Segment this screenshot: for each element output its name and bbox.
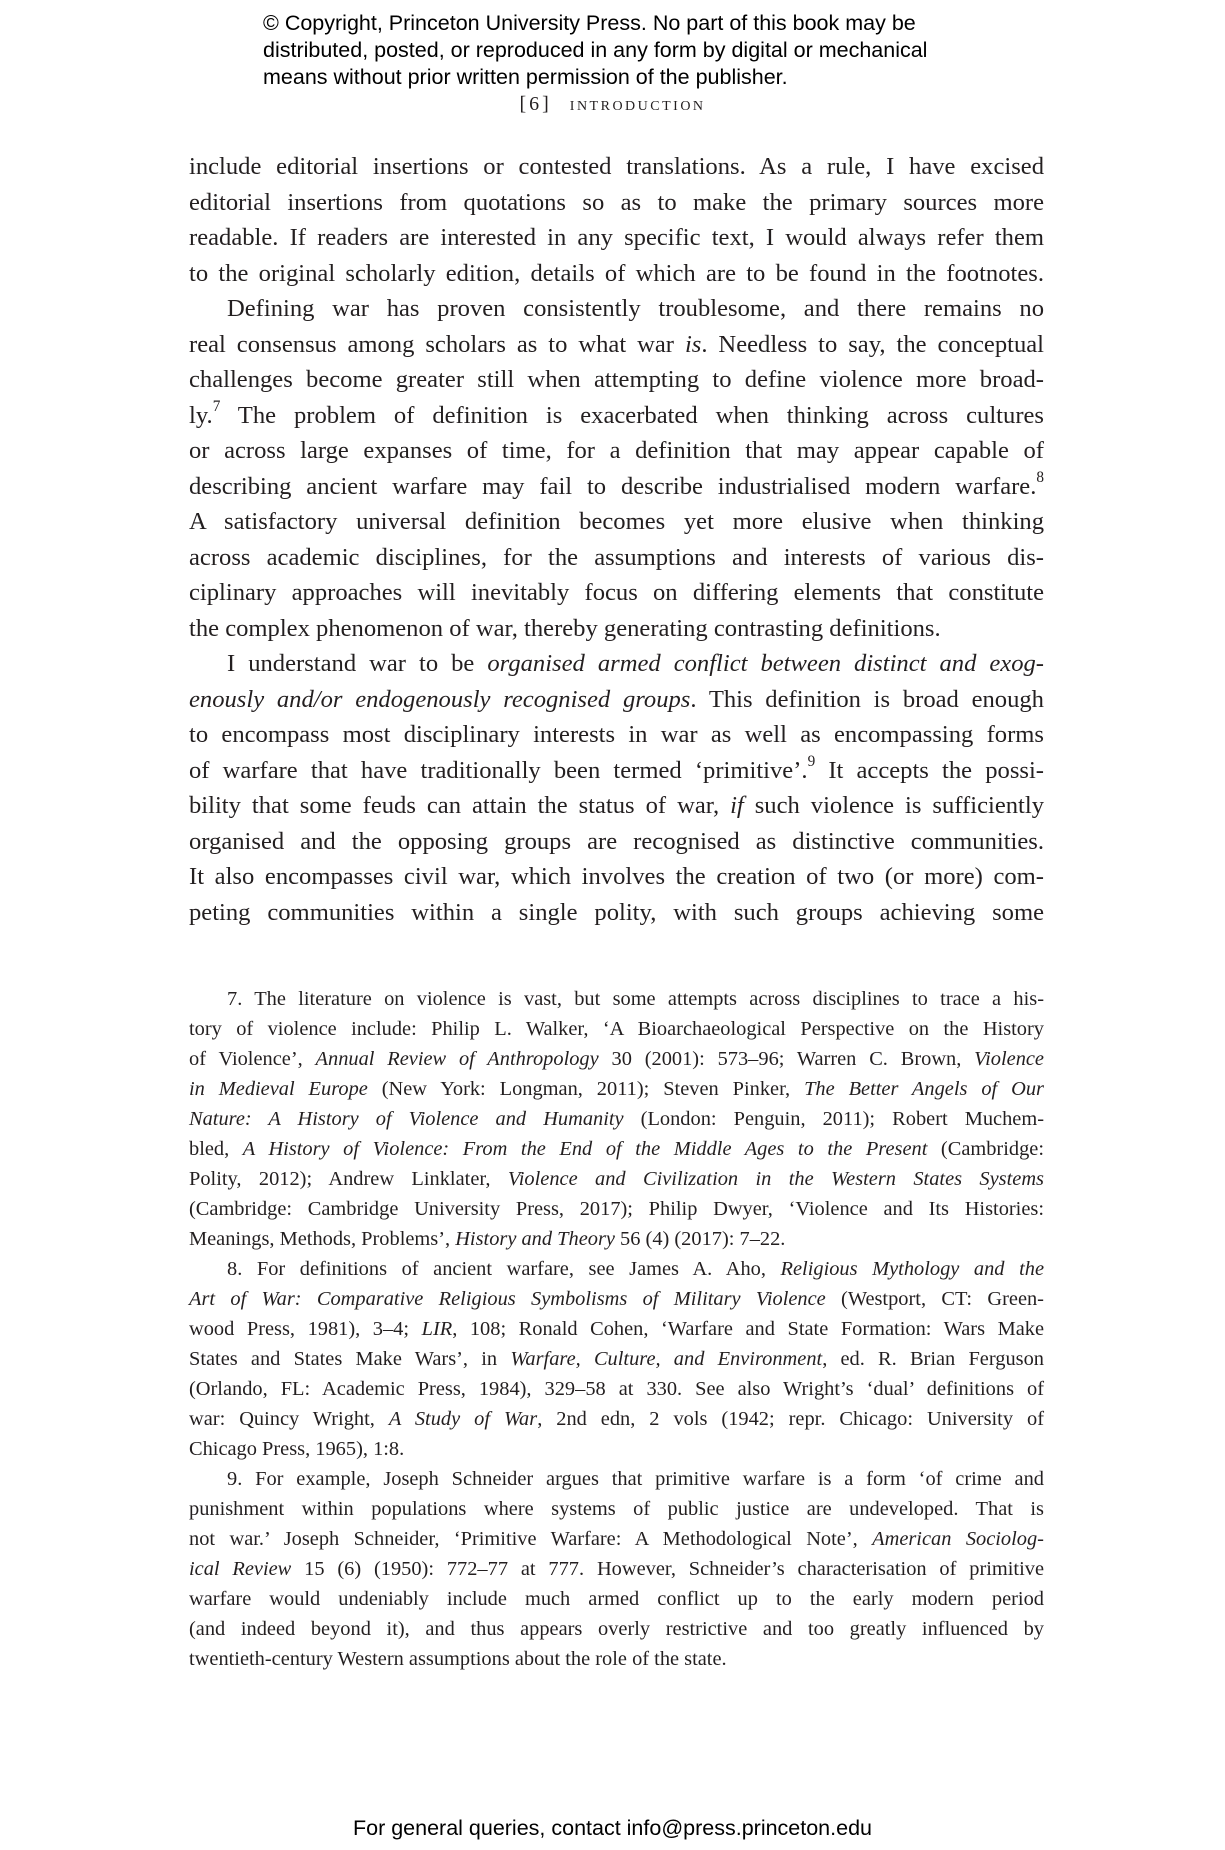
text-line: or across large expanses of time, for a definition that may appear capable of xyxy=(189,437,1044,464)
page-number: [6] xyxy=(519,93,552,115)
note-line: (Cambridge: Cambridge University Press, 2017); Philip Dwyer, ‘Violence and Its Histories: xyxy=(189,1198,1044,1220)
paragraph-1 xyxy=(189,149,1044,291)
footnote-7 xyxy=(189,984,1044,1254)
paragraph-2 xyxy=(189,291,1044,646)
text-line: editorial insertions from quotations so as to make the primary sources more xyxy=(189,188,1044,216)
footnote-9 xyxy=(189,1464,1044,1674)
text-line: peting communities within a single polity, with such groups achieving some xyxy=(189,898,1044,926)
note-line: Chicago Press, 1965), 1:8. xyxy=(189,1438,405,1460)
copyright-line: distributed, posted, or reproduced in any form by digital or mechanical xyxy=(263,38,928,62)
text-line: readable. If readers are interested in any specific text, I would always refer them xyxy=(189,224,1044,251)
text-line: I understand war to be organised armed conflict between distinct and exog- xyxy=(227,650,1044,677)
note-line: tory of violence include: Philip L. Walker, ‘A Bioarchaeological Perspective on the History xyxy=(189,1018,1044,1040)
footnote-8 xyxy=(189,1254,1044,1464)
note-line: twentieth-century Western assumptions about the role of the state. xyxy=(189,1648,727,1670)
note-line: of Violence’, Annual Review of Anthropology 30 (2001): 573–96; Warren C. Brown, Violence xyxy=(189,1048,1044,1070)
copyright-line: means without prior written permission of the publisher. xyxy=(263,65,788,89)
paragraph-3 xyxy=(189,646,1044,930)
text-line: include editorial insertions or contested translations. As a rule, I have excised xyxy=(189,153,1044,180)
note-line: Polity, 2012); Andrew Linklater, Violence and Civilization in the Western States Systems xyxy=(189,1168,1044,1190)
text-line: A satisfactory universal definition becomes yet more elusive when thinking xyxy=(189,508,1044,535)
note-line: in Medieval Europe (New York: Longman, 2011); Steven Pinker, The Better Angels of Our xyxy=(189,1078,1044,1100)
note-line: punishment within populations where systems of public justice are undeveloped. That is xyxy=(189,1498,1044,1520)
note-line: (Orlando, FL: Academic Press, 1984), 329–58 at 330. See also Wright’s ‘dual’ definitions of xyxy=(189,1378,1044,1400)
note-line: States and States Make Wars’, in Warfare, Culture, and Environment, ed. R. Brian Ferguson xyxy=(189,1348,1044,1370)
text-line: bility that some feuds can attain the status of war, if such violence is sufficiently xyxy=(189,792,1044,819)
note-line: Art of War: Comparative Religious Symbolisms of Military Violence (Westport, CT: Green- xyxy=(189,1288,1044,1310)
text-line: describing ancient warfare may fail to describe industrialised modern warfare.$^8$ xyxy=(189,469,1044,500)
footnotes xyxy=(189,984,1044,1674)
note-line: 7. The literature on violence is vast, but some attempts across disciplines to trace a his- xyxy=(227,988,1044,1010)
text-line: Defining war has proven consistently troublesome, and there remains no xyxy=(227,295,1044,322)
note-line: wood Press, 1981), 3–4; LIR, 108; Ronald Cohen, ‘Warfare and State Formation: Wars Make xyxy=(189,1318,1044,1340)
text-line: to encompass most disciplinary interests in war as well as encompassing forms xyxy=(189,721,1044,748)
note-line: (and indeed beyond it), and thus appears overly restrictive and too greatly influenced by xyxy=(189,1618,1044,1640)
footnote-ref[interactable]: 9 xyxy=(807,753,816,771)
note-line: war: Quincy Wright, A Study of War, 2nd edn, 2 vols (1942; repr. Chicago: University of xyxy=(189,1408,1044,1430)
text-line: the complex phenomenon of war, thereby generating contrasting definitions. xyxy=(189,614,941,642)
text-line: enously and/or endogenously recognised groups. This definition is broad enough xyxy=(189,685,1044,713)
note-line: Meanings, Methods, Problems’, History and Theory 56 (4) (2017): 7–22. xyxy=(189,1228,786,1250)
text-line: challenges become greater still when attempting to define violence more broad- xyxy=(189,366,1044,393)
main-text xyxy=(189,149,1044,930)
text-line: across academic disciplines, for the assumptions and interests of various dis- xyxy=(189,543,1044,571)
text-line: of warfare that have traditionally been termed ‘primitive’.$^9$ It accepts the possi- xyxy=(189,753,1044,784)
text-line: ly.$^7$ The problem of definition is exacerbated when thinking across cultures xyxy=(189,398,1044,429)
footnote-ref[interactable]: 7 xyxy=(212,398,221,416)
note-line: Nature: A History of Violence and Humanity (London: Penguin, 2011); Robert Muchem- xyxy=(189,1108,1044,1130)
note-line: not war.’ Joseph Schneider, ‘Primitive Warfare: A Methodological Note’, American Sociolog- xyxy=(189,1528,1044,1550)
text-line: ciplinary approaches will inevitably focus on differing elements that constitute xyxy=(189,579,1044,606)
text-line: It also encompasses civil war, which involves the creation of two (or more) com- xyxy=(189,863,1044,890)
footnote-ref[interactable]: 8 xyxy=(1036,469,1044,487)
copyright-notice xyxy=(263,10,1023,91)
text-line: organised and the opposing groups are recognised as distinctive communities. xyxy=(189,827,1044,855)
note-line: ical Review 15 (6) (1950): 772–77 at 777. However, Schneider’s characterisation of primitive xyxy=(189,1558,1045,1580)
contact-footer: For general queries, contact info@press.princeton.edu xyxy=(352,1816,872,1840)
note-line: 9. For example, Joseph Schneider argues that primitive warfare is a form ‘of crime and xyxy=(227,1468,1044,1490)
text-line: real consensus among scholars as to what war is. Needless to say, the conceptual xyxy=(189,330,1045,358)
note-line: bled, A History of Violence: From the End of the Middle Ages to the Present (Cambridge: xyxy=(189,1138,1044,1160)
note-line: warfare would undeniably include much armed conflict up to the early modern period xyxy=(189,1588,1044,1610)
note-line: 8. For definitions of ancient warfare, see James A. Aho, Religious Mythology and the xyxy=(227,1258,1044,1280)
text-line: to the original scholarly edition, details of which are to be found in the footnotes. xyxy=(189,259,1044,287)
copyright-line: © Copyright, Princeton University Press. No part of this book may be xyxy=(263,11,916,35)
section-title: introduction xyxy=(569,93,706,115)
running-head xyxy=(0,92,1225,116)
